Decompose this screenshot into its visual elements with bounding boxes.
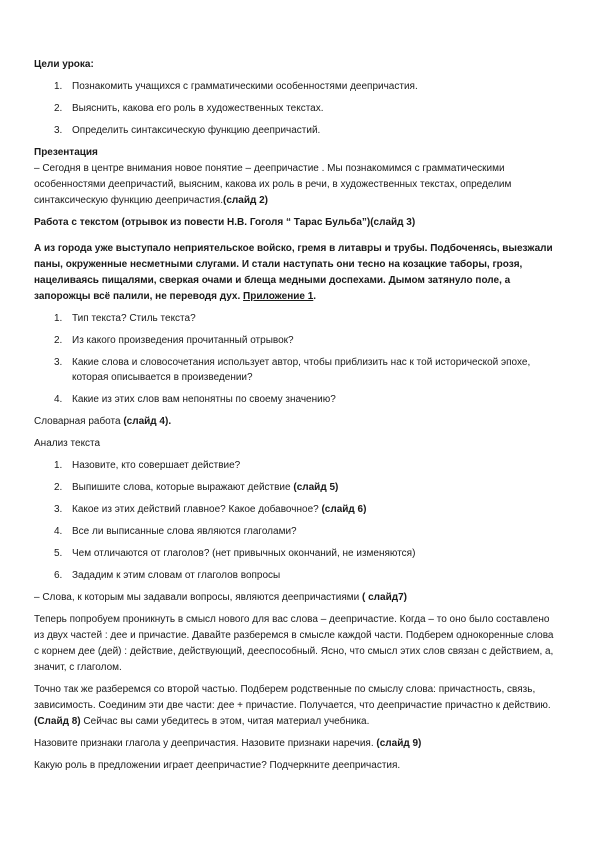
slide-ref: ( слайд7) bbox=[362, 592, 407, 603]
appendix-link[interactable]: Приложение 1 bbox=[243, 291, 314, 302]
paragraph: Точно так же разберемся со второй частью. Подберем родственные по смыслу слова: причастность, связь, зависимость. Соединим эти две части: дее + причастие. Получается, что деепричастие причастно к действию. (Слайд 8) Сейчас вы сами убедитесь в этом, читая материал учебника. bbox=[34, 684, 551, 727]
analysis-list bbox=[34, 458, 556, 583]
slide-ref: (слайд 9) bbox=[376, 738, 422, 749]
analysis-heading: Анализ текста bbox=[34, 438, 101, 449]
slide-ref: (слайд 2) bbox=[223, 195, 268, 206]
list-item: 3. Какие слова и словосочетания использует автор, чтобы приблизить нас к той исторической эпохе, которая описывается в произведении? bbox=[54, 357, 531, 383]
list-item: 4. Какие из этих слов вам непонятны по своему значению? bbox=[54, 394, 336, 405]
paragraph: Назовите признаки глагола у деепричастия. Назовите признаки наречия. (слайд 9) bbox=[34, 738, 422, 749]
text-work-heading: Работа с текстом (отрывок из повести Н.В. Гоголя “ Тарас Бульба”)(слайд 3) bbox=[34, 217, 416, 228]
list-item: 1. Познакомить учащихся с грамматическими особенностями деепричастия. bbox=[54, 81, 418, 92]
paragraph: Какую роль в предложении играет деепричастие? Подчеркните деепричастия. bbox=[34, 760, 401, 771]
list-item: 5. Чем отличаются от глаголов? (нет привычных окончаний, не изменяются) bbox=[54, 548, 416, 559]
presentation-heading: Презентация bbox=[34, 147, 98, 158]
goal-text: Познакомить учащихся с грамматическими особенностями деепричастия. bbox=[72, 81, 418, 92]
list-item: 1. Тип текста? Стиль текста? bbox=[54, 313, 196, 324]
goals-list bbox=[34, 79, 556, 138]
document-page bbox=[34, 57, 556, 780]
list-item: 2. Выпишите слова, которые выражают действие (слайд 5) bbox=[54, 482, 339, 493]
questions-list bbox=[34, 311, 556, 407]
list-item: 1. Назовите, кто совершает действие? bbox=[54, 460, 241, 471]
goal-text: Выяснить, какова его роль в художественных текстах. bbox=[72, 103, 324, 114]
list-item: 6. Зададим к этим словам от глаголов вопросы bbox=[54, 570, 281, 581]
slide-ref: (Слайд 8) bbox=[34, 716, 81, 727]
paragraph: Теперь попробуем проникнуть в смысл нового для вас слова – деепричастие. Когда – то оно было составлено из двух частей : дее и причастие. Давайте разберемся в смысле каждой части. Подберем однокоренные слова с корнем дее (дей) : действие, действующий, дееспособный. Ясно, что смысл этих слов связан с действием, а, значит, с глаголом. bbox=[34, 614, 554, 673]
list-item: 3. Какое из этих действий главное? Какое добавочное? (слайд 6) bbox=[54, 504, 367, 515]
slide-ref: (слайд 4). bbox=[123, 416, 172, 427]
list-item: 2. Из какого произведения прочитанный отрывок? bbox=[54, 335, 294, 346]
list-item: 2. Выяснить, какова его роль в художественных текстах. bbox=[54, 103, 324, 114]
slide-ref: (слайд 5) bbox=[293, 482, 339, 493]
presentation-text: – Сегодня в центре внимания новое понятие – деепричастие . Мы познакомимся с грамматическими особенностями деепричастий, выясним, какова их роль в речи, в художественных текстах, определим синтаксическую функцию деепричастия.(слайд 2) bbox=[34, 163, 512, 206]
slide-ref: (слайд 6) bbox=[321, 504, 367, 515]
goals-heading: Цели урока: bbox=[34, 59, 94, 70]
vocab-work: Словарная работа (слайд 4). bbox=[34, 416, 172, 427]
conclusion: – Слова, к которым мы задавали вопросы, являются деепричастиями ( слайд7) bbox=[34, 592, 407, 603]
list-item: 3. Определить синтаксическую функцию деепричастий. bbox=[54, 125, 321, 136]
list-item: 4. Все ли выписанные слова являются глаголами? bbox=[54, 526, 297, 537]
excerpt: А из города уже выступало неприятельское войско, гремя в литавры и трубы. Подбоченясь, выезжали паны, окруженные несметными слугами. И стали наступать они тесно на козацкие таборы, грозя, нацеливаясь пищалями, сверкая очами и блеща медными доспехами. Дымом затянуло поле, а запорожцы всё палили, не переводя дух. Приложение 1. bbox=[34, 243, 553, 302]
goal-text: Определить синтаксическую функцию деепричастий. bbox=[72, 125, 321, 136]
